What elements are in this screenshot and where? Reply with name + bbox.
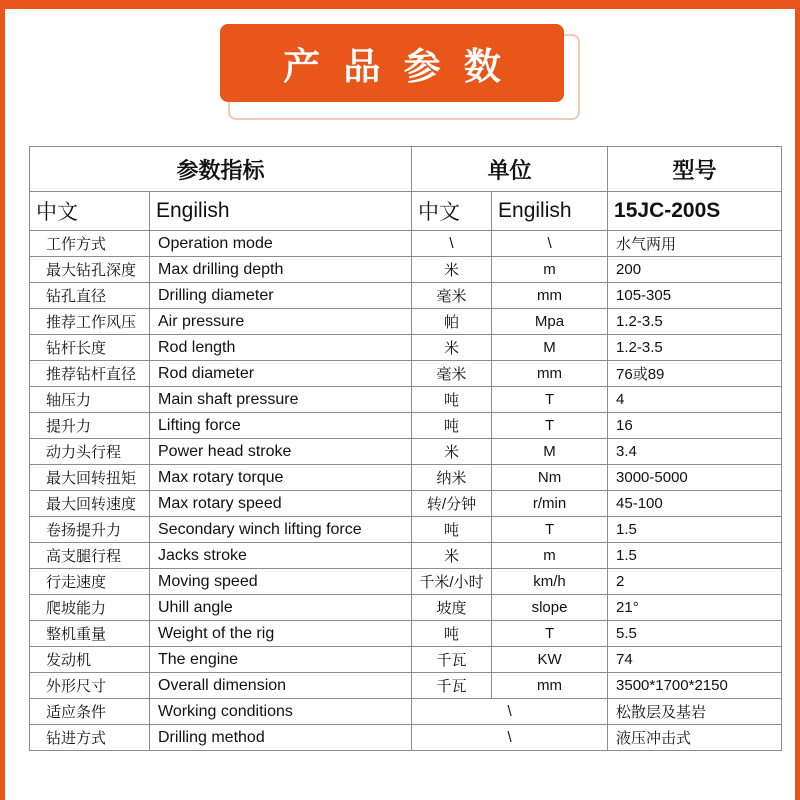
table-row — [30, 361, 782, 387]
row-unit-cn: 千米/小时 — [412, 569, 492, 595]
row-unit-en: Mpa — [492, 309, 608, 335]
row-value: 1.2-3.5 — [608, 309, 782, 335]
table-row — [30, 647, 782, 673]
row-unit-en: r/min — [492, 491, 608, 517]
row-label-en: Power head stroke — [150, 439, 412, 465]
spec-table-body — [30, 147, 782, 751]
row-label-en: Moving speed — [150, 569, 412, 595]
row-label-cn: 最大回转速度 — [30, 491, 150, 517]
row-label-en: Max rotary speed — [150, 491, 412, 517]
row-value: 45-100 — [608, 491, 782, 517]
table-row — [30, 491, 782, 517]
subheader-unit-en: Engilish — [492, 192, 608, 231]
row-label-cn: 卷扬提升力 — [30, 517, 150, 543]
row-label-cn: 外形尺寸 — [30, 673, 150, 699]
row-unit-en: m — [492, 543, 608, 569]
row-unit-en: mm — [492, 673, 608, 699]
row-value: 松散层及基岩 — [608, 699, 782, 725]
table-row — [30, 517, 782, 543]
row-unit-en: Nm — [492, 465, 608, 491]
row-unit-cn: 毫米 — [412, 283, 492, 309]
row-unit-cn: 纳米 — [412, 465, 492, 491]
subheader-model-value: 15JC-200S — [608, 192, 782, 231]
header-model: 型号 — [608, 147, 782, 192]
row-label-cn: 适应条件 — [30, 699, 150, 725]
table-row — [30, 543, 782, 569]
row-unit-cn: 米 — [412, 257, 492, 283]
row-label-cn: 推荐工作风压 — [30, 309, 150, 335]
row-label-en: Drilling method — [150, 725, 412, 751]
row-value: 1.5 — [608, 543, 782, 569]
row-label-cn: 整机重量 — [30, 621, 150, 647]
table-row — [30, 231, 782, 257]
row-label-cn: 动力头行程 — [30, 439, 150, 465]
row-unit-cn: 毫米 — [412, 361, 492, 387]
row-label-en: Rod diameter — [150, 361, 412, 387]
row-label-en: Air pressure — [150, 309, 412, 335]
row-unit-cn: 米 — [412, 439, 492, 465]
table-subheader-row — [30, 192, 782, 231]
row-label-en: Working conditions — [150, 699, 412, 725]
row-unit-cn: 吨 — [412, 413, 492, 439]
row-unit-en: T — [492, 517, 608, 543]
row-label-cn: 提升力 — [30, 413, 150, 439]
row-unit-merged: \ — [412, 725, 608, 751]
row-value: 3500*1700*2150 — [608, 673, 782, 699]
table-row — [30, 283, 782, 309]
row-unit-en: T — [492, 621, 608, 647]
row-label-cn: 高支腿行程 — [30, 543, 150, 569]
row-label-cn: 最大回转扭矩 — [30, 465, 150, 491]
row-label-en: Weight of the rig — [150, 621, 412, 647]
row-label-cn: 轴压力 — [30, 387, 150, 413]
row-label-cn: 钻进方式 — [30, 725, 150, 751]
row-unit-cn: 吨 — [412, 621, 492, 647]
row-label-en: Max rotary torque — [150, 465, 412, 491]
row-unit-cn: 千瓦 — [412, 647, 492, 673]
table-row — [30, 595, 782, 621]
row-label-cn: 爬坡能力 — [30, 595, 150, 621]
row-unit-cn: 坡度 — [412, 595, 492, 621]
table-row — [30, 569, 782, 595]
spec-table — [29, 146, 782, 751]
row-value: 水气两用 — [608, 231, 782, 257]
table-row — [30, 465, 782, 491]
row-unit-cn: 米 — [412, 335, 492, 361]
page-title: 产 品 参 数 — [283, 47, 508, 88]
title-banner-fill — [220, 24, 564, 102]
row-label-cn: 工作方式 — [30, 231, 150, 257]
row-unit-en: T — [492, 413, 608, 439]
row-value: 2 — [608, 569, 782, 595]
row-value: 3000-5000 — [608, 465, 782, 491]
spec-table-wrap — [29, 146, 781, 751]
title-banner — [220, 24, 580, 120]
row-unit-cn: 吨 — [412, 517, 492, 543]
row-unit-cn: 米 — [412, 543, 492, 569]
row-value: 5.5 — [608, 621, 782, 647]
row-label-cn: 推荐钻杆直径 — [30, 361, 150, 387]
table-row — [30, 439, 782, 465]
row-label-en: Overall dimension — [150, 673, 412, 699]
subheader-param-en: Engilish — [150, 192, 412, 231]
header-unit: 单位 — [412, 147, 608, 192]
row-value: 105-305 — [608, 283, 782, 309]
row-unit-cn: 转/分钟 — [412, 491, 492, 517]
table-row — [30, 335, 782, 361]
row-label-en: Secondary winch lifting force — [150, 517, 412, 543]
row-unit-cn: 吨 — [412, 387, 492, 413]
row-label-cn: 钻杆长度 — [30, 335, 150, 361]
row-unit-en: mm — [492, 283, 608, 309]
row-unit-en: km/h — [492, 569, 608, 595]
row-unit-en: M — [492, 335, 608, 361]
row-value: 74 — [608, 647, 782, 673]
row-label-cn: 发动机 — [30, 647, 150, 673]
row-value: 21° — [608, 595, 782, 621]
row-label-en: Lifting force — [150, 413, 412, 439]
row-label-en: Jacks stroke — [150, 543, 412, 569]
table-row — [30, 699, 782, 725]
row-value: 200 — [608, 257, 782, 283]
row-label-en: Max drilling depth — [150, 257, 412, 283]
table-row — [30, 413, 782, 439]
row-unit-en: M — [492, 439, 608, 465]
row-unit-en: T — [492, 387, 608, 413]
table-row — [30, 621, 782, 647]
row-label-en: Operation mode — [150, 231, 412, 257]
row-unit-en: mm — [492, 361, 608, 387]
row-unit-cn: \ — [412, 231, 492, 257]
row-unit-en: slope — [492, 595, 608, 621]
row-value: 4 — [608, 387, 782, 413]
row-value: 76或89 — [608, 361, 782, 387]
row-label-cn: 行走速度 — [30, 569, 150, 595]
table-row — [30, 725, 782, 751]
row-label-en: Main shaft pressure — [150, 387, 412, 413]
title-banner-area — [5, 24, 795, 120]
row-label-en: The engine — [150, 647, 412, 673]
row-unit-en: KW — [492, 647, 608, 673]
row-label-cn: 钻孔直径 — [30, 283, 150, 309]
header-param: 参数指标 — [30, 147, 412, 192]
table-row — [30, 673, 782, 699]
row-value: 1.2-3.5 — [608, 335, 782, 361]
row-unit-cn: 千瓦 — [412, 673, 492, 699]
row-label-en: Rod length — [150, 335, 412, 361]
subheader-param-cn: 中文 — [30, 192, 150, 231]
top-accent-bar — [5, 0, 800, 9]
row-unit-merged: \ — [412, 699, 608, 725]
row-unit-en: \ — [492, 231, 608, 257]
row-value: 1.5 — [608, 517, 782, 543]
row-value: 3.4 — [608, 439, 782, 465]
subheader-unit-cn: 中文 — [412, 192, 492, 231]
row-value: 16 — [608, 413, 782, 439]
row-label-en: Drilling diameter — [150, 283, 412, 309]
table-row — [30, 387, 782, 413]
table-header-row — [30, 147, 782, 192]
table-row — [30, 309, 782, 335]
table-row — [30, 257, 782, 283]
row-unit-en: m — [492, 257, 608, 283]
row-label-en: Uhill angle — [150, 595, 412, 621]
row-label-cn: 最大钻孔深度 — [30, 257, 150, 283]
row-unit-cn: 帕 — [412, 309, 492, 335]
row-value: 液压冲击式 — [608, 725, 782, 751]
